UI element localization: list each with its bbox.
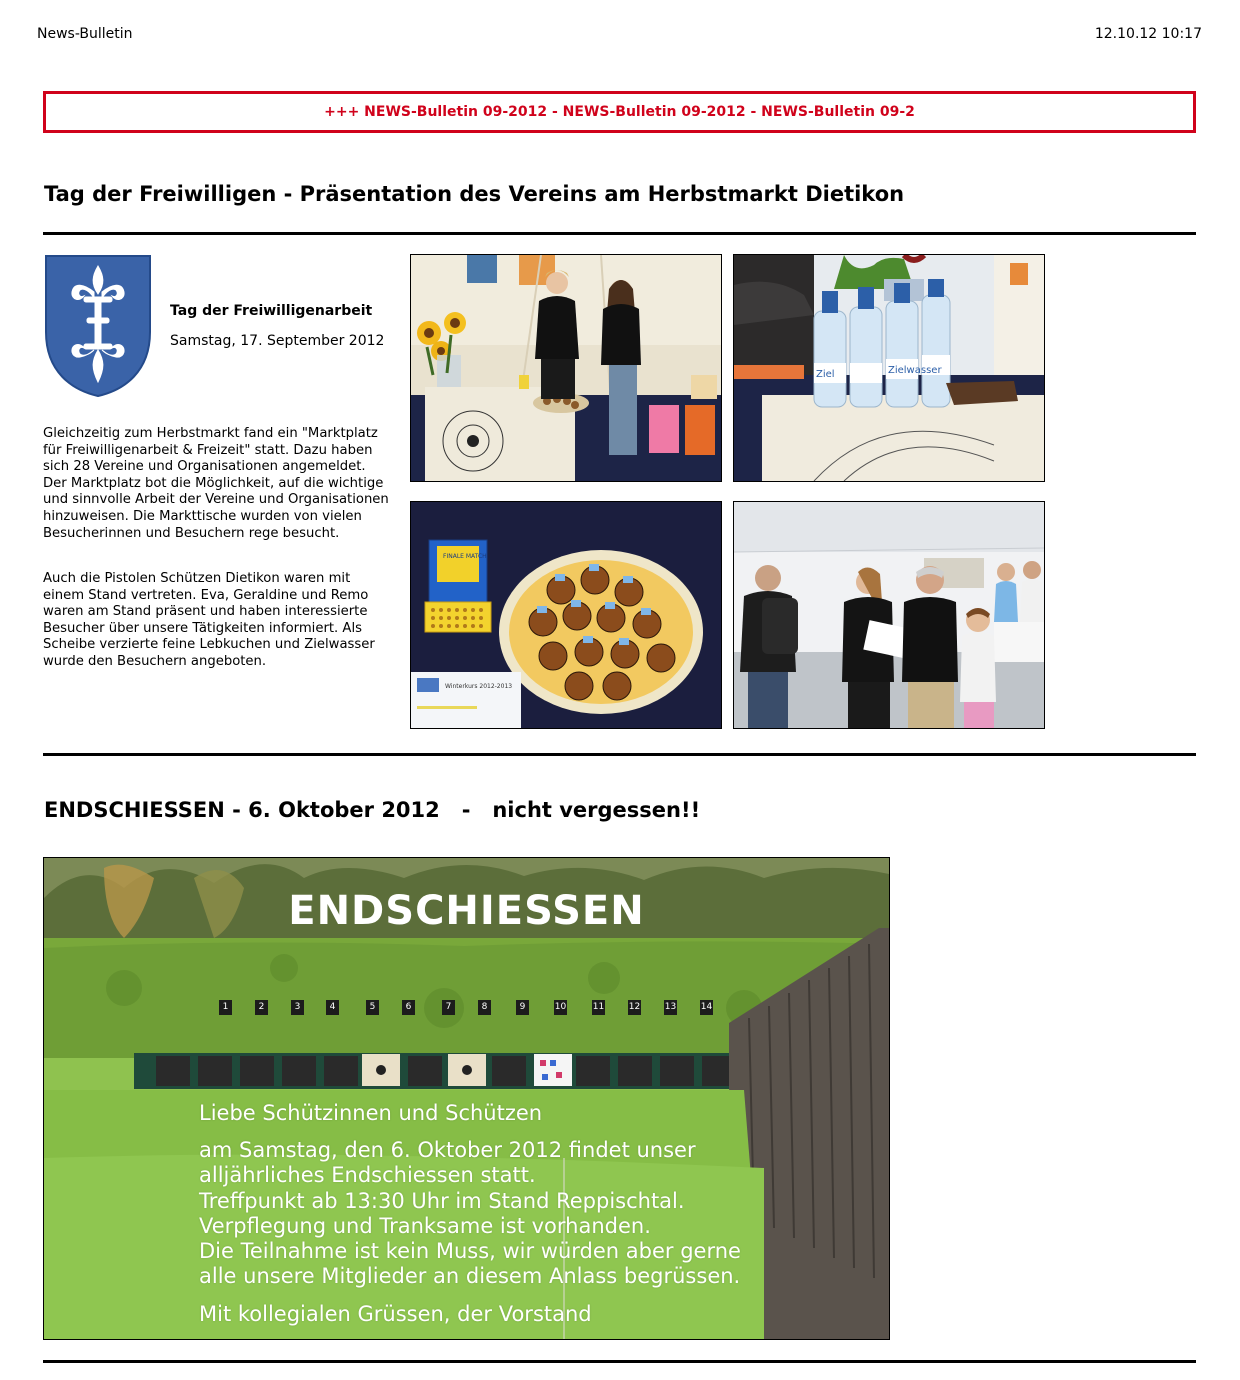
lane-number: 12 — [628, 1000, 641, 1015]
lane-number: 4 — [326, 1000, 339, 1015]
lane-number: 7 — [442, 1000, 455, 1015]
lane-number: 5 — [366, 1000, 379, 1015]
poster-title: ENDSCHIESSEN — [288, 888, 645, 934]
bottle-label-1: Ziel — [816, 369, 835, 380]
section-divider — [43, 232, 1196, 235]
poster-greeting: Liebe Schützinnen und Schützen — [199, 1101, 543, 1125]
lane-number: 13 — [664, 1000, 677, 1015]
lane-number: 11 — [592, 1000, 605, 1015]
poster-signature: Mit kollegialen Grüssen, der Vorstand — [199, 1302, 592, 1326]
lane-number: 8 — [478, 1000, 491, 1015]
poster-body-line: alle unsere Mitglieder an diesem Anlass begrüssen. — [199, 1264, 741, 1289]
bottle-label-2: Zielwasser — [888, 365, 942, 376]
print-header-title: News-Bulletin — [37, 26, 133, 42]
lane-number: 14 — [700, 1000, 713, 1015]
photo-visitors[interactable] — [733, 501, 1045, 729]
lane-number: 6 — [402, 1000, 415, 1015]
flyer-title: Winterkurs 2012-2013 — [445, 683, 513, 690]
print-header-timestamp: 12.10.12 10:17 — [1094, 26, 1202, 42]
lane-number: 10 — [554, 1000, 567, 1015]
lane-number: 2 — [255, 1000, 268, 1015]
photo-target-cookies[interactable] — [410, 501, 722, 729]
section-title-endschiessen: ENDSCHIESSEN - 6. Oktober 2012 - nicht vergessen!! — [44, 798, 701, 822]
lane-number: 1 — [219, 1000, 232, 1015]
poster-body-line: Die Teilnahme ist kein Muss, wir würden aber gerne — [199, 1239, 741, 1264]
article-paragraph-2: Auch die Pistolen Schützen Dietikon waren mit einem Stand vertreten. Eva, Geraldine und Remo waren am Stand präsent und haben interessierte Besucher über unsere Tätigkeiten informiert. Als Scheibe verzierte feine Lebkuchen und Zielwasser wurde den Besuchern angeboten. — [43, 571, 375, 669]
photo-stand-team[interactable] — [410, 254, 722, 482]
section-divider — [43, 1360, 1196, 1363]
poster-body — [199, 1138, 741, 1290]
poster-body-line: Treffpunkt ab 13:30 Uhr im Stand Reppischtal. — [199, 1188, 685, 1213]
news-ticker[interactable] — [43, 91, 1196, 133]
lane-number: 9 — [516, 1000, 529, 1015]
poster-body-line: alljährliches Endschiessen statt. — [199, 1163, 536, 1188]
endschiessen-poster — [43, 857, 890, 1340]
section-divider — [43, 753, 1196, 756]
photo-zielwasser-bottles[interactable] — [733, 254, 1045, 482]
event-date: Samstag, 17. September 2012 — [170, 333, 385, 349]
section-title-freiwillige: Tag der Freiwilligen - Präsentation des Vereins am Herbstmarkt Dietikon — [44, 182, 905, 206]
news-ticker-text: +++ NEWS-Bulletin 09-2012 - NEWS-Bulletin 09-2012 - NEWS-Bulletin 09-2 — [324, 104, 915, 120]
poster-body-line: Verpflegung und Tranksame ist vorhanden. — [199, 1213, 651, 1238]
event-title: Tag der Freiwilligenarbeit — [170, 303, 373, 319]
article-paragraph-1: Gleichzeitig zum Herbstmarkt fand ein "Marktplatz für Freiwilligenarbeit & Freizeit" statt. Dazu haben sich 28 Vereine und Organisationen angemeldet. Der Marktplatz bot die Möglichkeit, auf die wichtige und sinnvolle Arbeit der Vereine und Organisationen hinzuweisen. Die Markttische wurden von vielen Besucherinnen und Besuchern rege besucht. — [43, 426, 389, 541]
ammo-box-label: FINALE MATCH — [443, 553, 487, 560]
poster-body-line: am Samstag, den 6. Oktober 2012 findet unser — [199, 1138, 696, 1162]
lane-number: 3 — [291, 1000, 304, 1015]
coat-of-arms-icon — [44, 254, 154, 398]
